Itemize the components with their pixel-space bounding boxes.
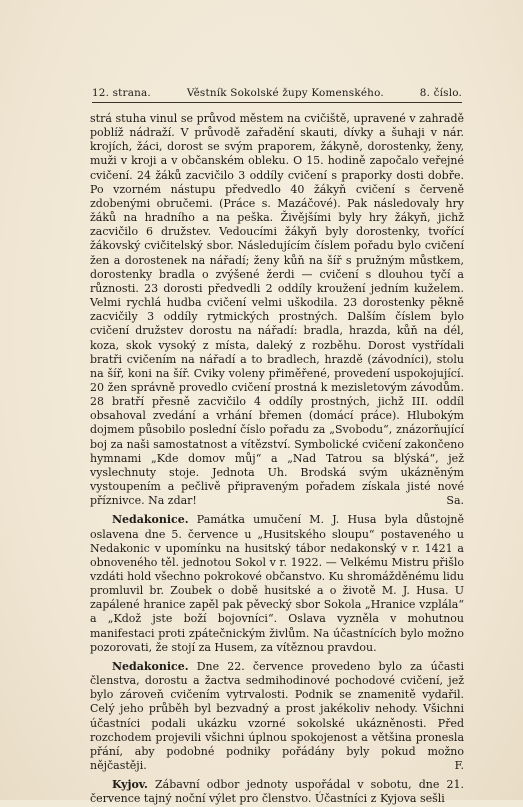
report-place: Nedakonice. bbox=[112, 659, 189, 673]
page-number: 12. strana. bbox=[92, 87, 151, 99]
report-body: Památka umučení M. J. Husa byla důstojně oslavena dne 5. července u „Husitského sloupu“ postaveného u Nedakonic v upomínku na husitský tábor nedakonský v r. 1421 a obnoveného těl. jednotou Sokol v r. 1922. — Velkému Mistru přišlo vzdáti hold všechno pokrokové občanstvo. Ku shromážděnému lidu promluvil br. Zoubek o době husitské a o životě M. J. Husa. U zapálené hranice zapěl pak pěvecký sbor Sokola „Hranice vzplála“ a „Kdož jste boží bojovníci“. Oslava vyzněla v mohutnou manifestaci proti zpátečnickým živlům. Na účastnících bylo možno pozorovati, že stojí za Husem, za vítěznou pravdou. bbox=[90, 513, 464, 654]
report-signature: F. bbox=[454, 759, 464, 773]
report-nedakonice-hus bbox=[90, 513, 464, 655]
report-kyjov bbox=[90, 778, 464, 806]
report-body: strá stuha vinul se průvod městem na cvičiště, upravené v zahradě poblíž nádraží. V průvodě zařadění skauti, dívky a šuhaji v nár. krojích, žáci, dorost se svým praporem, žákyně, dorostenky, ženy, muži v kroji a v občanském obleku. O 15. hodině započalo veřejné cvičení. 24 žáků zacvičilo 3 oddíly cvičení s praporky dosti dobře. Po vzorném nástupu předvedlo 40 žákyň cvičení s červeně zdobenými obručemi. (Práce s. Mazáčové). Pak následovaly hry žáků na hradního a na peška. Živějšími byly hry žákyň, jichž zacvičilo 6 družstev. Vedoucími žákyň byly dorostenky, tvořící žákovský cvičitelský sbor. Následujícím číslem pořadu bylo cvičení žen a dorostenek na nářadí; ženy kůň na šíř s pružným můstkem, dorostenky bradla o zvýšené žerdi — cvičení s dlouhou tyčí a různosti. 23 dorosti předvedli 2 oddíly kroužení jedním kuželem. Velmi rychlá hudba cvičení velmi uškodila. 23 dorostenky pěkně zacvičily 3 oddíly rytmických prostných. Dalším číslem bylo cvičení družstev dorostu na nářadí: bradla, hrazda, kůň na dél, koza, skok vysoký z místa, daleký z rozběhu. Dorost vystřídali bratři cvičením na nářadí a to bradlech, hrazdě (závodníci), stolu na šíř, koni na šíř. Cviky voleny přiměřené, provedení uspokojující. 20 žen správně provedlo cvičení prostná k mezisletovým závodům. 28 bratří přesně zacvičilo 4 oddíly prostných, jichž III. oddíl obsahoval zvedání a vrhání břemen (domácí práce). Hlubokým dojmem působilo poslední číslo pořadu za „Svobodu“, znázorňující boj za naši samostatnost a vítězství. Symbolické cvičení zakončeno hymnami „Kde domov můj“ a „Nad Tatrou sa blýská“, jež vyslechnuty stoje. Jednota Uh. Brodská svým ukázněným vystoupením a pečlivě připraveným pořadem získala jisté nové příznivce. Na zdar! bbox=[90, 112, 464, 508]
running-head bbox=[92, 87, 462, 99]
issue-number: 8. číslo. bbox=[419, 87, 462, 99]
report-uherský-brod bbox=[90, 112, 464, 508]
report-place: Kyjov. bbox=[112, 778, 148, 792]
report-nedakonice-march bbox=[90, 660, 464, 773]
report-body: Dne 22. července provedeno bylo za účasti členstva, dorostu a žactva sedmihodinové pochodové cvičení, jež bylo zároveň cvičením vytrvalosti. Podnik se znamenitě vydařil. Celý jeho průběh byl bezvadný a prost jakékoliv nehody. Všichni účastníci podali ukázku vzorné sokolské ukázněnosti. Před rozchodem projevili všichni úplnou spokojenost a většina pronesla přání, aby podobné podniky pořádány byly pokud možno nějčastěji. bbox=[90, 659, 464, 773]
report-body: Zábavní odbor jednoty uspořádal v sobotu, dne 21. července tajný noční výlet pro členstvo. Účastníci z Kyjova sešli bbox=[90, 778, 464, 806]
article-column bbox=[90, 112, 464, 807]
journal-title: Věstník Sokolské župy Komenského. bbox=[186, 87, 384, 99]
report-place: Nedakonice. bbox=[112, 513, 189, 527]
header-rule bbox=[92, 102, 462, 103]
report-signature: Sa. bbox=[446, 494, 464, 508]
